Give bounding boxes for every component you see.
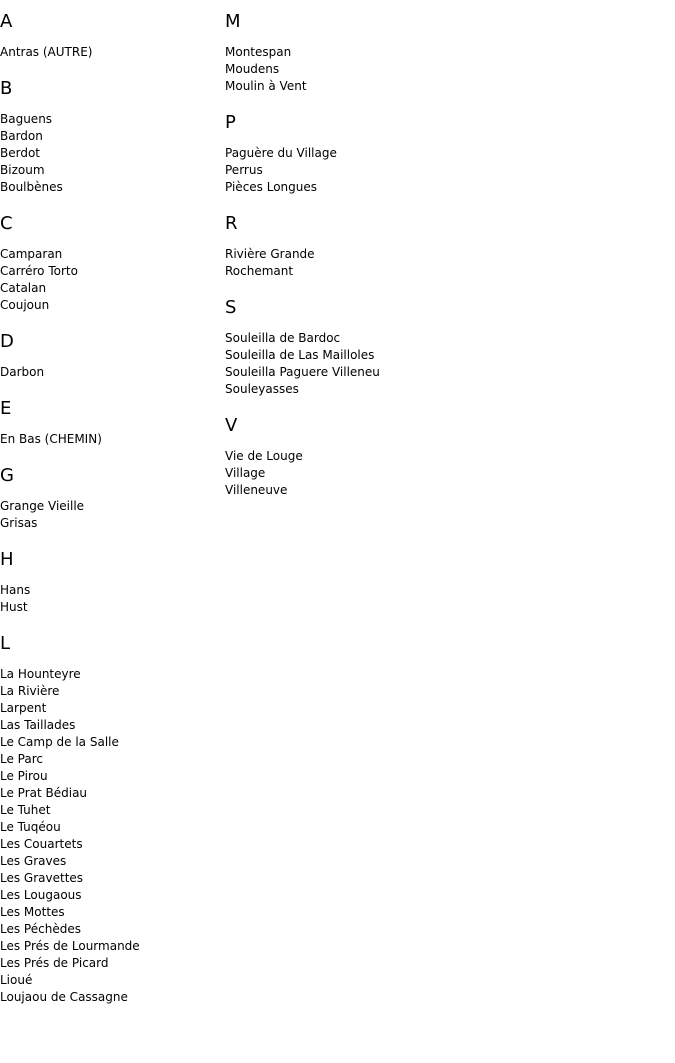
section-letter-heading: M <box>225 11 241 32</box>
section-letter-heading: S <box>225 297 237 318</box>
street-link[interactable]: Hust <box>0 600 28 614</box>
street-link[interactable]: La Rivière <box>0 684 60 698</box>
section-m <box>225 10 525 95</box>
street-link[interactable]: Village <box>225 466 266 480</box>
street-link[interactable]: Paguère du Village <box>225 146 337 160</box>
section-h <box>0 548 220 616</box>
section-letter-heading: E <box>0 398 12 419</box>
street-link[interactable]: Bizoum <box>0 163 45 177</box>
section-b <box>0 77 220 196</box>
street-link[interactable]: Carréro Torto <box>0 264 78 278</box>
section-letter-heading: P <box>225 112 236 133</box>
section-letter-heading: R <box>225 213 238 234</box>
street-index-column-left <box>0 10 220 1022</box>
section-l <box>0 632 220 1006</box>
street-link[interactable]: Camparan <box>0 247 63 261</box>
street-link[interactable]: Bardon <box>0 129 43 143</box>
section-e <box>0 397 220 448</box>
section-letter-heading: G <box>0 465 14 486</box>
street-link[interactable]: Les Gravettes <box>0 871 84 885</box>
street-link[interactable]: Baguens <box>0 112 53 126</box>
street-link[interactable]: Grisas <box>0 516 38 530</box>
street-link[interactable]: Le Camp de la Salle <box>0 735 119 749</box>
section-d <box>0 330 220 381</box>
street-link[interactable]: Berdot <box>0 146 41 160</box>
section-letter-heading: V <box>225 415 238 436</box>
street-link[interactable]: Les Graves <box>0 854 67 868</box>
street-link[interactable]: Les Prés de Picard <box>0 956 109 970</box>
street-link[interactable]: Souleilla de Bardoc <box>225 331 341 345</box>
section-letter-heading: D <box>0 331 14 352</box>
street-link[interactable]: Lioué <box>0 973 33 987</box>
street-link[interactable]: Larpent <box>0 701 47 715</box>
street-link[interactable]: Perrus <box>225 163 263 177</box>
section-a <box>0 10 220 61</box>
section-letter-heading: C <box>0 213 13 234</box>
street-link[interactable]: Hans <box>0 583 31 597</box>
street-link[interactable]: En Bas (CHEMIN) <box>0 432 102 446</box>
street-link[interactable]: Souleilla Paguere Villeneu <box>225 365 380 379</box>
section-r <box>225 212 525 280</box>
street-link[interactable]: Coujoun <box>0 298 50 312</box>
street-link[interactable]: Darbon <box>0 365 45 379</box>
street-link[interactable]: Villeneuve <box>225 483 288 497</box>
street-link[interactable]: Vie de Louge <box>225 449 303 463</box>
street-link[interactable]: Souleilla de Las Mailloles <box>225 348 375 362</box>
street-link[interactable]: Moulin à Vent <box>225 79 307 93</box>
street-index-column-right <box>225 10 525 515</box>
street-link[interactable]: Le Parc <box>0 752 43 766</box>
street-link[interactable]: Boulbènes <box>0 180 63 194</box>
section-letter-heading: B <box>0 78 13 99</box>
street-link[interactable]: Grange Vieille <box>0 499 85 513</box>
section-letter-heading: L <box>0 633 11 654</box>
section-letter-heading: A <box>0 11 13 32</box>
street-link[interactable]: Le Pirou <box>0 769 48 783</box>
section-c <box>0 212 220 314</box>
street-link[interactable]: Les Lougaous <box>0 888 82 902</box>
street-link[interactable]: Le Tuhet <box>0 803 51 817</box>
section-p <box>225 111 525 196</box>
street-link[interactable]: La Hounteyre <box>0 667 81 681</box>
section-g <box>0 464 220 532</box>
street-link[interactable]: Les Prés de Lourmande <box>0 939 140 953</box>
street-link[interactable]: Loujaou de Cassagne <box>0 990 128 1004</box>
street-link[interactable]: Rochemant <box>225 264 294 278</box>
street-link[interactable]: Las Taillades <box>0 718 76 732</box>
street-link[interactable]: Les Mottes <box>0 905 65 919</box>
street-link[interactable]: Montespan <box>225 45 292 59</box>
street-link[interactable]: Rivière Grande <box>225 247 315 261</box>
street-link[interactable]: Antras (AUTRE) <box>0 45 93 59</box>
street-link[interactable]: Les Péchèdes <box>0 922 81 936</box>
street-link[interactable]: Pièces Longues <box>225 180 318 194</box>
street-link[interactable]: Les Couartets <box>0 837 83 851</box>
section-letter-heading: H <box>0 549 14 570</box>
section-v <box>225 414 525 499</box>
street-link[interactable]: Le Prat Bédiau <box>0 786 88 800</box>
street-link[interactable]: Le Tuqéou <box>0 820 61 834</box>
street-link[interactable]: Catalan <box>0 281 47 295</box>
section-s <box>225 296 525 398</box>
street-link[interactable]: Souleyasses <box>225 382 299 396</box>
street-link[interactable]: Moudens <box>225 62 280 76</box>
